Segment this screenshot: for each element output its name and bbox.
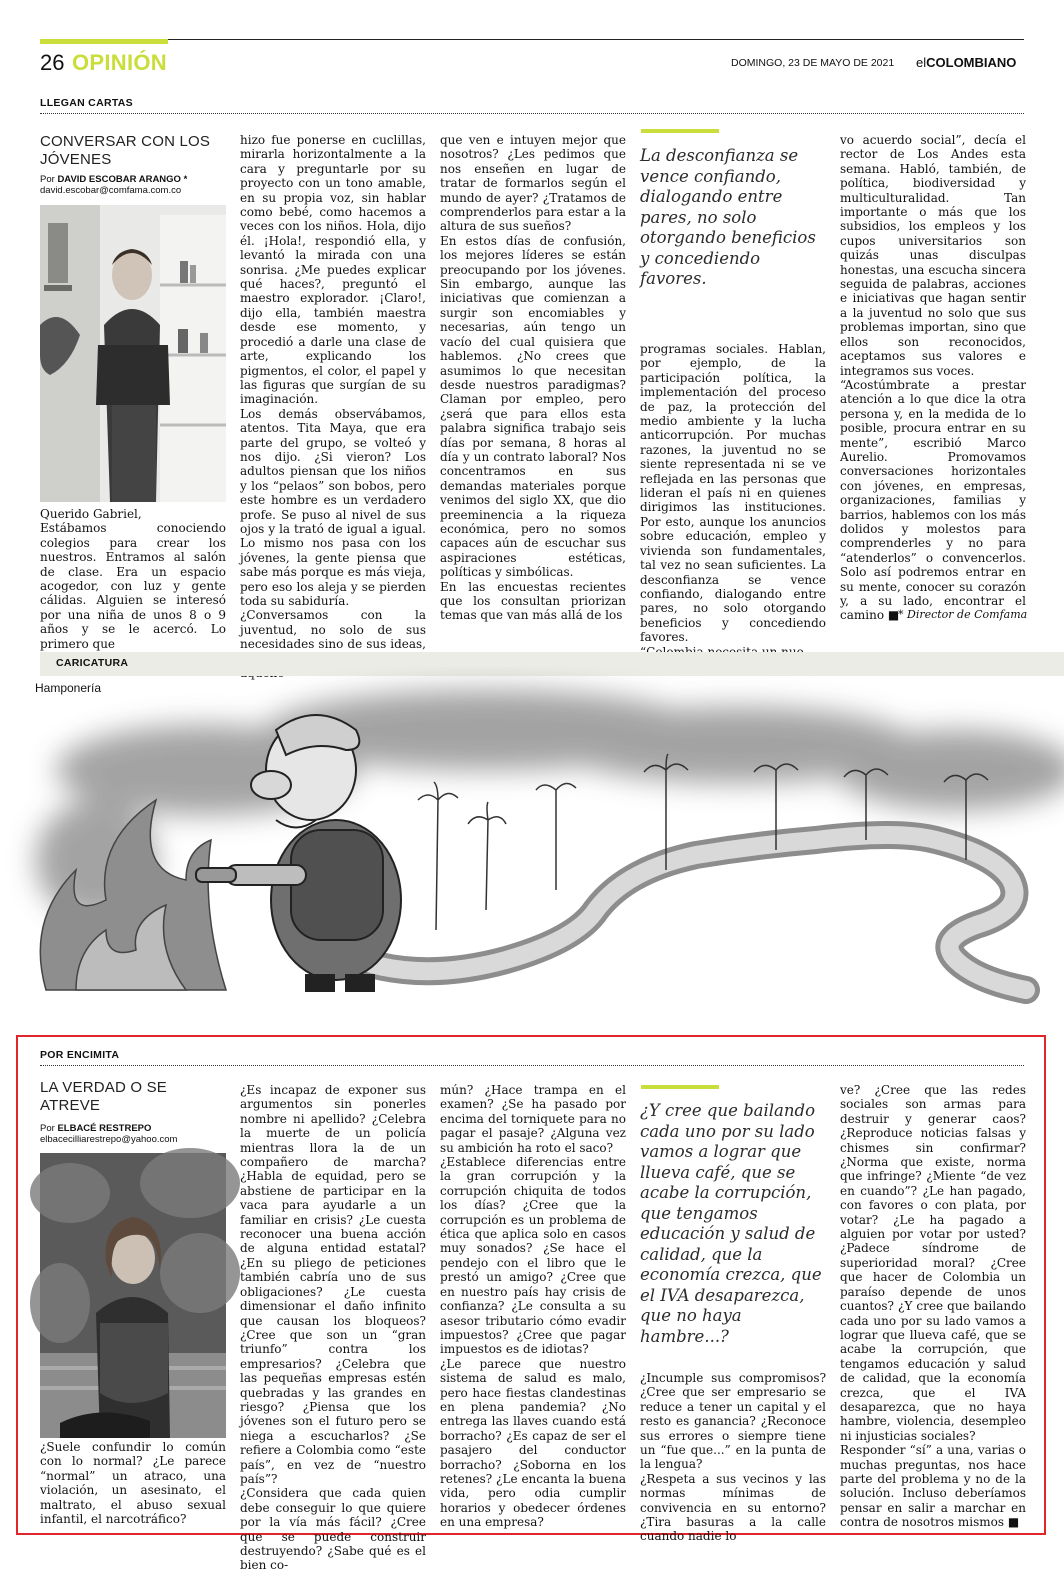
encimita-col4-text: ¿Incumple sus compromisos? ¿Cree que ser empresario se reduce a tener un capital y el resto es ganancia? ¿Reconoce sus errores o siempre tiene un “fue que...” en la punta de la lengua? ¿Respeta a sus vecinos y las normas mínimas de convivencia en su entorno? ¿Tira basuras a la calle cuando nadie lo — [640, 1371, 826, 1544]
encimita-pull-quote: ¿Y cree que bailando cada uno por su lado vamos a lograr que llueva café, que se acabe la corrupción, que tengamos educación y salud de calidad, que la economía crezca, que el IVA desaparezca, que no haya hambre...? — [640, 1101, 822, 1346]
letters-byline: Por DAVID ESCOBAR ARANGO * — [40, 174, 188, 185]
encimita-column-4 — [640, 1371, 826, 1544]
encimita-col2-text: ¿Es incapaz de exponer sus argumentos sin ponerles nombre ni apellido? ¿Celebra la muerte de un policía mientras llora la de un compañero de marcha? ¿Habla de equidad, pero se abstiene de participar en la vaca para ayudarle a un familiar en crisis? ¿Le cuesta reconocer una buena acción de alguna entidad estatal? ¿En su pliego de peticiones también cabría uno de sus obligaciones? ¿Le cuesta dimensionar el daño infinito que causan los bloqueos? ¿Cree que son un “gran triunfo” contra los empresarios? ¿Celebra que las pequeñas empresas estén quebradas y las grandes en riesgo? ¿Piensa que los jóvenes son el futuro pero se niega a escucharlos? ¿Se refiere a Colombia como “este país”, en vez de “nuestro país”? ¿Considera que cada quien debe conseguir lo que quiere por la vía más fácil? ¿Cree que se puede construir destruyendo? ¿Sabe qué es el bien co- — [240, 1083, 426, 1573]
encimita-column-5 — [840, 1083, 1026, 1530]
cartoon-illustration — [36, 690, 1064, 1008]
letters-column-4 — [640, 342, 826, 645]
encimita-column-2 — [240, 1083, 426, 1573]
letters-col5-text: vo acuerdo social”, decía el rector de Los Andes esta semana. Habló, también, de política, biodiversidad y multiculturalidad. Tan importante o más que los subsidios, los empleos y los cupos universitarios son quizás unas disculpas honestas, una escucha sincera seguida de palabras, acciones e iniciativas que hagan sentir a la juventud no solo que sus problemas importan, sino que ellos son reconocidos, aceptamos sus valores e integramos sus voces. “Acostúmbrate a prestar atención a lo que dice la otra persona y, en la medida de lo posible, procura entrar en su mente”, escribió Marco Aurelio. Promovamos conversaciones horizontales con jóvenes, en empresas, organizaciones, familias y barrios, hablemos con los más dolidos y molestos para comprenderles y no para “atenderlos” o convencerlos. Solo así podremos entrar en su mente, conocer su corazón y, a su lado, encontrar el camino ■ — [840, 133, 1026, 623]
author-note: * Director de Comfama — [898, 608, 1028, 621]
letters-column-2 — [240, 133, 426, 652]
header-rule — [40, 39, 1024, 40]
pull-quote-accent — [641, 129, 719, 133]
dateline: DOMINGO, 23 DE MAYO DE 2021 — [731, 57, 895, 69]
cartoon-caption: Hamponería — [35, 681, 102, 695]
portrait-photo-icon — [40, 1153, 226, 1438]
encimita-headline: LA VERDAD O SE ATREVE — [40, 1079, 168, 1114]
encimita-byline: Por ELBACÉ RESTREPO — [40, 1123, 152, 1134]
cartoon-band — [40, 652, 1064, 676]
portrait-photo-icon — [40, 205, 226, 502]
rubric-letters: LLEGAN CARTAS — [40, 97, 133, 109]
letters-column-3 — [440, 133, 626, 625]
letters-column-1 — [40, 507, 226, 651]
rubric-encimita: POR ENCIMITA — [40, 1049, 120, 1061]
letters-headline: CONVERSAR CON LOS JÓVENES — [40, 133, 211, 168]
author-photo — [40, 205, 226, 502]
section-title: OPINIÓN — [72, 50, 167, 75]
page-number: 26 — [40, 50, 65, 75]
encimita-col3-text: mún? ¿Hace trampa en el examen? ¿Se ha pasado por encima del torniquete para no pagar el pasaje? ¿Alguna vez su ambición ha roto el saco? ¿Establece diferencias entre la gran corrupción y la corrupción chiquita de todos los días? ¿Cree que la corrupción es un problema de ética que aplica solo en casos muy sonados? ¿Se hace el pendejo con el libro que le prestó un amigo? ¿Cree que en nuestro país hay crisis de confianza? ¿Le consulta a su asesor tributario cómo evadir impuestos? ¿Cree que pagar impuestos es de idiotas? ¿Le parece que nuestro sistema de salud es malo, pero hace fiestas clandestinas en plena pandemia? ¿No entrega las llaves cuando está borracho? ¿Es capaz de ser el pasajero del conductor borracho? ¿Soborna en los retenes? ¿Le encanta la buena vida, pero odia cumplir horarios y obedecer órdenes en una empresa? — [440, 1083, 626, 1530]
letters-col3-text: que ven e intuyen mejor que nosotros? ¿Les pedimos que nos enseñen en lugar de tratar de formarlos según el mundo de ayer? ¿Tratamos de comprenderlos para estar a la altura de sus sueños? En estos días de confusión, los mejores líderes se están preocupando por los jóvenes. Sin embargo, aunque las iniciativas que comienzan a surgir son encomiables y necesarias, aún tengo un vacío del cual quisiera que hablemos. ¿No crees que asumimos lo que necesitan desde nuestros paradigmas? Claman por empleo, pero ¿será que para ellos esta palabra significa trabajo seis días por semana, 8 horas al día y un contrato laboral? Nos concentramos en sus demandas materiales porque venimos del siglo XX, que dio preeminencia a la riqueza económica, pero no somos capaces aún de escuchar sus aspiraciones estéticas, políticas y simbólicas. En las encuestas recientes que los consultan priorizan temas que van más allá de los — [440, 133, 626, 623]
rubric-cartoon: CARICATURA — [56, 657, 129, 669]
author-photo-2 — [40, 1153, 226, 1438]
encimita-column-3 — [440, 1083, 626, 1530]
pull-quote-accent-2 — [641, 1085, 719, 1089]
encimita-column-1 — [40, 1440, 226, 1527]
section-accent-bar — [40, 39, 168, 44]
newspaper-logo: elCOLOMBIANO — [916, 55, 1017, 70]
encimita-col5-text: ve? ¿Cree que las redes sociales son armas para destruir y generar caos? ¿Reproduce noticias falsas y chismes sin confirmar? ¿Norma que existe, norma que infringe? ¿Miente “de vez en cuando”? ¿Le han pagado, con favores o con plata, por votar? ¿Le ha pagado a alguien por votar por usted? ¿Padece síndrome de superioridad moral? ¿Cree que hacer de Colombia un paraíso depende de unos cuantos? ¿Y cree que bailando cada uno por su lado vamos a lograr que llueva café, que se acabe la corrupción, que tengamos educación y salud de calidad, que la economía crezca, que el IVA desaparezca, que no haya hambre, violencia, desempleo ni injusticias sociales? Responder “sí” a una, varias o muchas preguntas, nos hace parte del problema y no de la solución. Incluso deberíamos pensar en salir a marchar en contra de nosotros mismos ■ — [840, 1083, 1026, 1530]
letters-col1-text: Querido Gabriel, Estábamos conociendo colegios para crear los nuestros. Entramos al salón de clase. Era un espacio acogedor, con luz y gente cálidas. Alguien se interesó por una niña de unos 8 o 9 años y se le acercó. Lo primero que — [40, 507, 226, 651]
letters-email[interactable]: david.escobar@comfama.com.co — [40, 185, 182, 196]
cartoon-illustration-icon — [36, 690, 1064, 1008]
letters-pull-quote: La desconfianza se vence confiando, dialogando entre pares, no solo otorgando beneficios y concediendo favores. — [640, 146, 816, 288]
encimita-col1-text: ¿Suele confundir lo común con lo normal? ¿Le parece “normal” un atraco, una violación, un asesinato, el maltrato, el abuso sexual infantil, el narcotráfico? — [40, 1440, 226, 1527]
letters-col4-text: programas sociales. Hablan, por ejemplo, de la participación política, la implementación del proceso de paz, la protección del medio ambiente y la lucha anticorrupción. Por muchas razones, la juventud no se siente representada ni se ve reflejada en las personas que lideran el país ni en quienes dirigimos las instituciones. Por esto, aunque los anuncios sobre educación, empleo y vivienda son fundamentales, tal vez no sean suficientes. La desconfianza se vence confiando, dialogando entre pares, no solo otorgando beneficios y concediendo favores. — [640, 342, 826, 645]
letters-col2-text: hizo fue ponerse en cuclillas, mirarla horizontalmente a la cara y preguntarle por su proyecto con un tono amable, en su propia voz, sin hablar como bebé, como hacemos a veces con los niños. Hola, dijo él. ¡Hola!, respondió ella, y levantó la mirada con una sonrisa. ¿Me puedes explicar qué haces?, preguntó el maestro explorador. ¡Claro!, dijo ella, también maestra desde ese momento, y procedió a darle una clase de arte, explicando los pigmentos, el color, el papel y las figuras que surgían de su imaginación. Los demás observábamos, atentos. Tita Maya, que era parte del grupo, se volteó y nos dijo. ¿Si vieron? Los adultos piensan que los niños y los “pelaos” son bobos, pero este hombre es un verdadero profe. Se puso al nivel de sus ojos y la trató de igual a igual. Lo mismo nos pasa con los jóvenes, la gente piensa que sabe más porque es más vieja, pero eso los aleja y se pierden toda su sabiduría. ¿Conversamos con la juventud, no solo de sus necesidades sino de sus ideas, — [240, 133, 426, 652]
encimita-email[interactable]: elbacecilliarestrepo@yahoo.com — [40, 1134, 178, 1145]
rubric-rule-2 — [40, 1065, 1024, 1066]
rubric-rule — [40, 113, 1024, 114]
